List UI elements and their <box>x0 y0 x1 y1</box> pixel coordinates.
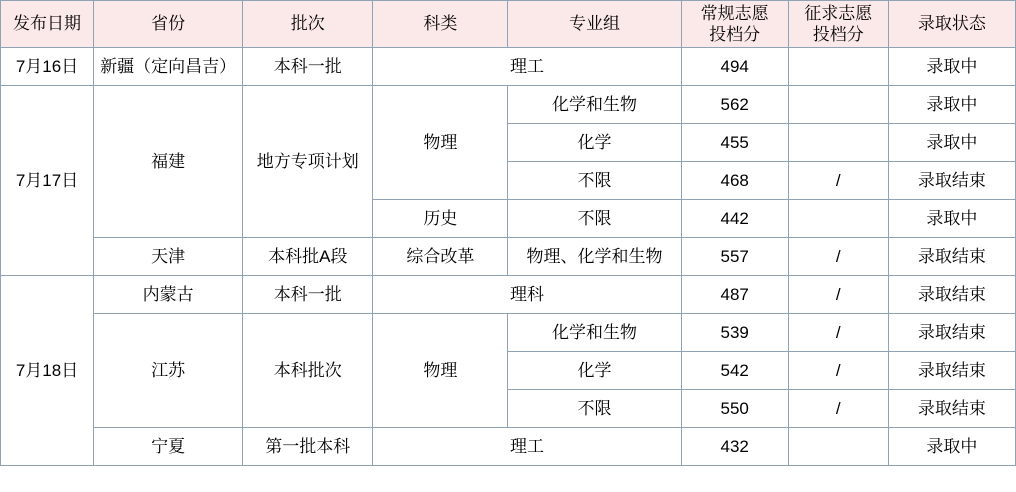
cell-status: 录取中 <box>888 86 1015 124</box>
cell-status: 录取结束 <box>888 314 1015 352</box>
cell-subject: 理工 <box>373 48 681 86</box>
cell-score: 550 <box>681 390 788 428</box>
column-header-extra <box>788 1 888 48</box>
column-header-score-line-2: 投档分 <box>709 25 761 44</box>
cell-batch: 本科批A段 <box>243 238 373 276</box>
cell-group: 化学和生物 <box>508 86 681 124</box>
table-row <box>1 238 1016 276</box>
table-row <box>1 428 1016 466</box>
cell-extra: / <box>788 390 888 428</box>
cell-subject: 历史 <box>373 200 508 238</box>
cell-status: 录取中 <box>888 124 1015 162</box>
column-header-status <box>888 1 1015 48</box>
column-header-status-line-1: 录取状态 <box>917 14 986 34</box>
column-header-province <box>94 1 243 48</box>
cell-province: 宁夏 <box>94 428 243 466</box>
table-row <box>1 86 1016 124</box>
cell-status: 录取中 <box>888 48 1015 86</box>
cell-extra <box>788 200 888 238</box>
cell-subject: 理科 <box>373 276 681 314</box>
cell-subject: 理工 <box>373 428 681 466</box>
cell-extra <box>788 124 888 162</box>
cell-extra: / <box>788 162 888 200</box>
cell-group: 化学 <box>508 124 681 162</box>
table-row <box>1 276 1016 314</box>
cell-status: 录取中 <box>888 428 1015 466</box>
cell-batch: 本科一批 <box>243 276 373 314</box>
column-header-date <box>1 1 94 48</box>
cell-batch: 本科一批 <box>243 48 373 86</box>
cell-group: 不限 <box>508 200 681 238</box>
cell-subject: 物理 <box>373 314 508 428</box>
column-header-province-line-1: 省份 <box>151 14 186 34</box>
cell-date: 7月16日 <box>1 48 94 86</box>
cell-date: 7月18日 <box>1 276 94 466</box>
cell-subject: 综合改革 <box>373 238 508 276</box>
column-header-subject-line-1: 科类 <box>423 14 458 34</box>
cell-score: 562 <box>681 86 788 124</box>
cell-score: 432 <box>681 428 788 466</box>
cell-extra: / <box>788 352 888 390</box>
cell-province: 福建 <box>94 86 243 238</box>
cell-score: 468 <box>681 162 788 200</box>
column-header-subject <box>373 1 508 48</box>
column-header-batch-line-1: 批次 <box>290 14 325 34</box>
cell-score: 539 <box>681 314 788 352</box>
cell-status: 录取结束 <box>888 352 1015 390</box>
cell-score: 494 <box>681 48 788 86</box>
cell-status: 录取结束 <box>888 276 1015 314</box>
column-header-group <box>508 1 681 48</box>
table-row <box>1 48 1016 86</box>
cell-batch: 第一批本科 <box>243 428 373 466</box>
cell-group: 不限 <box>508 390 681 428</box>
table-body <box>1 48 1016 466</box>
cell-group: 化学 <box>508 352 681 390</box>
column-header-batch <box>243 1 373 48</box>
cell-province: 内蒙古 <box>94 276 243 314</box>
table-header-row <box>1 1 1016 48</box>
cell-group: 物理、化学和生物 <box>508 238 681 276</box>
cell-status: 录取中 <box>888 200 1015 238</box>
table-row <box>1 314 1016 352</box>
table-header <box>1 1 1016 48</box>
cell-status: 录取结束 <box>888 162 1015 200</box>
cell-status: 录取结束 <box>888 238 1015 276</box>
column-header-extra-line-1: 征求志愿 <box>804 3 873 23</box>
cell-province: 江苏 <box>94 314 243 428</box>
cell-subject: 物理 <box>373 86 508 200</box>
cell-province: 新疆（定向昌吉） <box>94 48 243 86</box>
cell-date: 7月17日 <box>1 86 94 276</box>
cell-extra <box>788 428 888 466</box>
cell-extra <box>788 86 888 124</box>
column-header-score-line-1: 常规志愿 <box>700 3 769 23</box>
column-header-score <box>681 1 788 48</box>
cell-province: 天津 <box>94 238 243 276</box>
cell-extra: / <box>788 276 888 314</box>
cell-group: 化学和生物 <box>508 314 681 352</box>
cell-score: 542 <box>681 352 788 390</box>
cell-batch: 本科批次 <box>243 314 373 428</box>
cell-score: 442 <box>681 200 788 238</box>
cell-status: 录取结束 <box>888 390 1015 428</box>
column-header-extra-line-2: 投档分 <box>812 25 864 44</box>
column-header-group-line-1: 专业组 <box>569 14 621 34</box>
cell-score: 557 <box>681 238 788 276</box>
cell-group: 不限 <box>508 162 681 200</box>
cell-score: 487 <box>681 276 788 314</box>
cell-extra: / <box>788 314 888 352</box>
column-header-date-line-1: 发布日期 <box>13 14 82 34</box>
cell-extra <box>788 48 888 86</box>
cell-extra: / <box>788 238 888 276</box>
cell-score: 455 <box>681 124 788 162</box>
cell-batch: 地方专项计划 <box>243 86 373 238</box>
